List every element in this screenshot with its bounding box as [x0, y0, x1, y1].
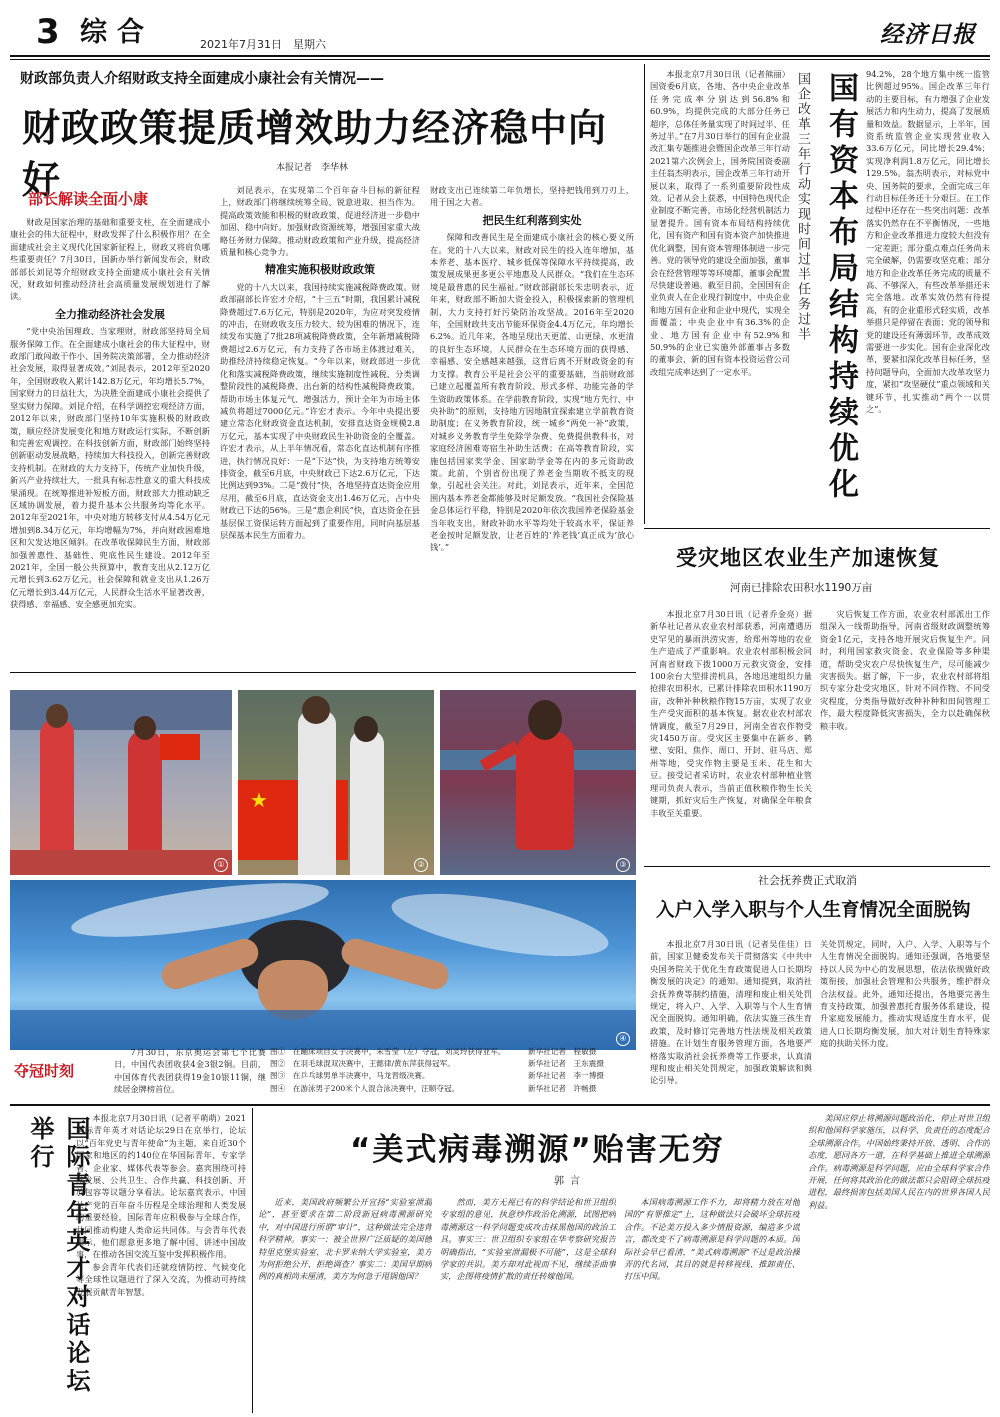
lead-column-2 [220, 184, 420, 666]
agri-col2-body: 灾后恢复工作方面，农业农村部派出工作组深入一线帮助指导，河南省级财政调整统筹资金1亿元，支持各地开展灾后恢复生产。同时，利用国家救灾资金、农业保险等多种渠道，帮助受灾农户尽快恢复生产，尽可能减少灾害损失。据了解，下一步，农业农村部将组织专家分赴受灾地区，针对不同作物、不同受灾程度，分类指导做好改种补种和田间管理工作，最大程度降低灾害损失，全力以赴确保秋粮丰收。 [820, 609, 990, 731]
masthead [0, 0, 1000, 72]
photo-swimming [10, 880, 636, 1050]
photo-table-tennis [440, 690, 636, 875]
commentary-col3: 本国病毒溯源工作不力，却将精力放在对他国的“有罪推定”上，这种做法只会破坏全球抗疫合作。不论美方投入多少情报资源、编造多少谎言，都改变不了病毒溯源是科学问题的本质。国际社会早已看清，“美式病毒溯源”不过是政治操弄的代名词，其目的就是转移视线、推卸责任、打压中国。 [624, 1197, 800, 1282]
agri-column-2 [820, 608, 990, 866]
fee-col1-body: 本报北京7月30日讯（记者吴佳佳）日前，国家卫健委发布关于贯彻落实《中共中央国务院关于优化生育政策促进人口长期均衡发展的决定》的通知。通知提到，取消社会抚养费等制约措施，清理和废止相关处罚规定，将入户、入学、入职等与个人生育情况全面脱钩。通知明确，依法实施三孩生育政策，及时修订完善地方性法规及相关政策措施。在计划生育服务管理方面，各地要严格落实取消社会抚养费等工作要求，认真清理和废止相关处罚规定，加强政策解读和舆论引导。 [650, 939, 812, 1086]
lead-column-1 [10, 216, 210, 666]
fee-headline: 入户入学入职与个人生育情况全面脱钩 [656, 900, 971, 921]
photo-captions [270, 1046, 520, 1095]
photo-credit: 新华社记者 许畅摄 [528, 1083, 597, 1093]
lead-col3-body: 保障和改善民生是全面建成小康社会的核心要义所在。党的十八大以来，财政对民生的投入连年增加，基本养老、基本医疗、城乡低保等保障水平持续提高，政策发展成果更多更公平地惠及人民群众。“我们在生态环境是最普惠的民生福祉。”财政部副部长朱忠明表示，近年来，财政部不断加大资金投入，积极探索新的管理机制，大力支持打好污染防治攻坚战。2016年至2020年，全国财政共支出节能环保资金4.4万亿元，年均增长6.2%。近几年来，各地呈现出天更蓝、山更绿、水更清的良好生态环境，人民群众在生态环境方面的获得感、幸福感、安全感越来越强，这背后离不开财政资金的有力支撑。教育公平是社会公平的重要基础，当前财政部已建立起覆盖所有教育阶段、形式多样、功能完备的学生资助政策体系。在学前教育阶段，实现“地方先行、中央补助”的原则，支持地方因地制宜探索建立学前教育资助制度；在义务教育阶段，统一城乡“两免一补”政策，对城乡义务教育学生免除学杂费、免费提供教科书，对家庭经济困难寄宿生补助生活费；在高等教育阶段，实施包括国家奖学金、国家助学金等在内的多元资助政策。此前，个别省份出现了养老金当期收不抵支的现象，引起社会关注。对此，刘昆表示，近年来，全国范围内基本养老金都能够及时足额发放。“我国社会保险基金总体运行平稳，特别是2020年依次我国养老保险基金当年收支出，财政补助水平等均处于较高水平，保证养老金按时足额发放，让老百姓的‘养老钱’真正成为‘放心钱’。” [430, 232, 634, 553]
photo-number-badge: ② [414, 858, 428, 872]
agri-col1-body: 本报北京7月30日讯（记者乔金亮）据新华社记者从农业农村部获悉，河南遭遇历史罕见的暴雨洪涝灾害，给郑州等地的农业生产造成了严重影响。农业农村部积极会同河南省财政下拨1000万元救灾资金，安排100余台大型排涝机具，各地迅速组织力量抢排农田积水，已累计排除农田积水1190万亩，改种补种秋粮作物15万亩，实现了农业生产受灾面积的基本恢复。据农业农村部农情调度，截至7月29日，河南全省农作物受灾1450万亩。受灾区主要集中在新乡、鹤壁、安阳、焦作、周口、开封、驻马店、郑州等地，受灾作物主要是玉米、花生和大豆。接受记者采访时，农业农村部种植业管理司负责人表示，当前正值秋粮作物生长关键期，抓好灾后生产恢复，对确保全年粮食丰收至关重要。 [650, 609, 812, 818]
commentary-column-2 [440, 1196, 616, 1412]
commentary-column-1 [258, 1196, 432, 1412]
photo-credit: 新华社记者 程敏摄 [528, 1047, 597, 1056]
commentary-col1: 近来，美国政府频繁公开宣扬“实验室泄漏论”，甚至要求在第二阶段新冠病毒溯源研究中，对中国进行所谓“审计”，这种做法完全违背科学精神。事实一：被全世界广泛质疑的美国德特里克堡实验室、北卡罗来纳大学实验室，美方为何拒绝公开、拒绝调查？事实二：美国早期病例的真相尚未厘清，美方为何急于甩锅他国？ [258, 1197, 432, 1282]
lead-col3-subhead: 把民生红利落到实处 [482, 213, 582, 227]
fee-col2-body: 关处罚规定，同时，入户、入学、入职等与个人生育情况全面脱钩。通知还强调，各地要坚持以人民为中心的发展思想，依法依规做好政策衔接，加强社会管理和公共服务，维护群众合法权益。此外，通知还提出，各地要完善生育支持政策，加强普惠托育服务体系建设，提升家庭发展能力，推动实现适度生育水平，促进人口长期均衡发展，加大对计划生育特殊家庭的扶助关怀力度。 [820, 939, 990, 1049]
fee-column-2 [820, 938, 990, 1100]
photo-feature-tag: 夺冠时刻 [14, 1062, 75, 1080]
newspaper-logo: 经济日报 [880, 21, 976, 48]
soe-col1-body: 本报北京7月30日讯（记者熊丽）国资委6月底，各地、各中央企业改革任务完成率分别达到56.8%和60.9%，均提供完成的大部分任务已超序，总体任务量实现了时间过半、任务过半。”在7月30日举行的国有企业混改汇集专题推进会暨国企改革三年行动2021第六次例会上，国务院国资委副主任翁杰明表示，国企改革三年行动开展以来，取得了一系列重要阶段性成效。记者从会上获悉，中国特色现代企业制度不断完善，市场化经营机制活力显著提升。国有资本布局结构持续优化，国有资产和国有资本资产加快推进优化调整，国有资本管理体制进一步完善。党的领导党的建设全面加强，董事会在经营管理等等环境都，董事会配置尽快建设普遍。截至目前，全国国有企业负责人在企业现行制度中，中央企业和地方国有企业和企业中现代，实现全面覆盖；中央企业中有36.3%的企业、地方国有企业中有52.9%和50.9%的企业已实施外部董事占多数的董事会，新的国有资本投资运营公司改组完成率达到了一定水平。 [650, 69, 790, 377]
page-number: 3 [36, 12, 60, 52]
photo-badminton: ★ ② [238, 690, 434, 875]
lead-col2-intro: 刘昆表示，在实现第二个百年奋斗目标的新征程上，财政部门将继续统筹全局、锐意进取、担当作为。提高政策效能和积极的财政政策，促进经济进一步稳中加固、稳中向好。加强财政资源统筹，增强国家重大战略任务财力保障。推动财政政策和产业升级，提高经济质量和核心竞争力。 [220, 185, 420, 258]
fee-top-rule [644, 866, 990, 867]
fee-column-1 [650, 938, 812, 1100]
photo-lead-text: 7月30日，东京奥运会第七个比赛日，中国代表团收获4金3银2铜。目前，中国体育代表团获得19金10银11铜，继续居金牌榜首位。 [114, 1047, 266, 1095]
youth-column [76, 1112, 246, 1412]
agri-column-1 [650, 608, 812, 866]
lead-col2-body: 党的十八大以来，我国持续实施减税降费政策。财政部副部长许宏才介绍，“十三五”时期，我国累计减税降费超过7.6万亿元，特别是2020年，为应对突发疫情的冲击，在财政收支压力较大、较为困难的情况下，连续发布实施了7批28项减税降费政策，全年新增减税降费超过2.6万亿元，有力支持了各市场主体渡过难关，助推经济持续稳定恢复。“今年以来，财政部进一步优化和落实减税降费政策，继续实施制度性减税、分类调整阶段性的减税降费、出台新的结构性减税降费政策，帮助市场主体复元气、增强活力，预计全年为市场主体减负将超过7000亿元。”许宏才表示。今年中央提出要建立常态化财政资金直达机制，安排直达资金规模2.8万亿元，基本实现了中央财政民生补助资金的全覆盖。许宏才表示，从上半年情况看，常态化直达机制有序推进，执行情况良好：一是“下达”快，为支持地方统筹安排资金，截至6月底，中央财政已下达2.6万亿元，下达比例达到93%。二是“拨付”快，各地坚持直达资金应用尽用，截至6月底，直达资金支出1.46万亿元，占中央财政已下达的56%。三是“惠企利民”快，直达资金在县基层保工资保运转方面起到了重要作用，同时向基层基层保基本民生方面着力。 [220, 281, 420, 540]
commentary-col2: 然而，美方无视已有的科学结论和世卫组织专家组的意见，执意炒作政治化溯源，试图把病毒溯源这一科学问题变成攻击抹黑他国的政治工具。事实三：世卫组织专家组在华考察研究报告明确指出，“实验室泄漏极不可能”，这是全球科学家的共识。美方却对此视而不见，继续歪曲事实，企图将疫情扩散的责任转嫁他国。 [440, 1197, 616, 1282]
masthead-rule [10, 55, 990, 57]
youth-body-2: 参会青年代表们还就疫情防控、气候变化等全球性议题进行了深入交流，为推动可持续发展贡献青年智慧。 [76, 1261, 246, 1297]
commentary-col4: 美国应停止将溯源问题政治化，停止对世卫组织和他国科学家施压，以科学、负责任的态度配合全球溯源合作。中国始终秉持开放、透明、合作的态度，愿同各方一道，在科学基础上推进全球溯源合作。病毒溯源是科学问题，应由全球科学家合作开展，任何将其政治化的做法都只会阻碍全球抗疫进程，最终损害包括美国人民在内的世界各国人民利益。 [808, 1113, 990, 1210]
photo-trampoline [10, 690, 232, 875]
photo-feature-lead [114, 1046, 266, 1100]
lead-column-3 [430, 184, 634, 666]
photo-number-badge: ③ [616, 858, 630, 872]
photo-credit: 新华社记者 李一博摄 [528, 1071, 604, 1081]
soe-column-1 [650, 68, 790, 528]
commentary-column-3 [624, 1196, 800, 1412]
lead-col1-intro: 财政是国家治理的基础和重要支柱，在全面建成小康社会的伟大征程中，财政发挥了什么积极作用？在全面建成社会主义现代化国家新征程上，财政又将肩负哪些重要责任？7月30日，国新办举行新闻发布会，财政部部长刘昆等介绍财政支持全面建成小康社会有关情况，财政如何推动经济社会高质量发展规划进行了解读。 [10, 217, 210, 302]
photo-caption: 图② 在羽毛球混双决赛中，王懿律/黄东萍获得冠军。 [270, 1059, 455, 1069]
commentary-headline: “美式病毒溯源”贻害无穷 [350, 1132, 725, 1168]
lead-col2-subhead: 精准实施积极财政政策 [265, 263, 375, 277]
lead-headline: 财政政策提质增效助力经济稳中向好 [22, 106, 608, 202]
soe-vertical-kicker: 国企改革三年行动实现时间过半任务过半 [795, 72, 810, 342]
commentary-left-rule [252, 1108, 253, 1413]
photo-top-rule [10, 672, 636, 673]
lead-kicker: 财政部负责人介绍财政支持全面建成小康社会有关情况—— [20, 71, 384, 87]
photo-number-badge: ④ [616, 1032, 630, 1046]
soe-left-rule [644, 64, 645, 524]
lead-tag: 部长解读全面小康 [28, 190, 149, 208]
commentary-column-4 [808, 1112, 990, 1412]
lead-byline: 本报记者 李华林 [276, 163, 349, 173]
lead-col1-subhead: 全力推动经济社会发展 [55, 307, 165, 321]
photo-caption: 图③ 在乒乓球男单半决赛中，马龙晋级决赛。 [270, 1071, 430, 1081]
fee-kicker: 社会抚养费正式取消 [758, 874, 857, 887]
masthead-rule-thin [10, 59, 990, 60]
agri-headline: 受灾地区农业生产加速恢复 [676, 546, 940, 570]
youth-body: 本报北京7月30日讯（记者平萌萌）2021国际青年英才对话论坛29日在京举行，论坛以“百年党史与青年使命”为主题，来自近30个国家和地区的约140位在华国际青年、专家学者、企业家、媒体代表等参会。嘉宾围绕可持续发展、公共卫生、合作共赢、科技创新、开放包容等议题分享看法。论坛嘉宾表示，中国共产党的百年奋斗历程是全球治理和人类发展的重要经验，国际青年应积极参与全球合作，共同推动构建人类命运共同体。与会青年代表表示，他们愿意更多地了解中国、讲述中国故事，在推动各国交流互鉴中发挥积极作用。 [76, 1113, 246, 1260]
lead-col1-body: “党中央治国理政、当家理财，财政部坚持局全局服务保障工作。在全面建成小康社会的伟大征程中，财政部门敢闯敢干作小、国务院决策部署，全力推动经济社会发展，取得显著成效。”刘昆表示，2012年至2020年，全国财政收入累计142.8万亿元，年均增长5.7%，国家财力的日益壮大，为决胜全面建成小康社会提供了坚实财力保障。刘昆介绍，在科学调控宏观经济方面，2012年以来，财政部门坚持10年实施积极的财政政策，顺应经济发展变化和地方财政运行实际，不断创新和完善宏观调控。在科技创新方面，财政部门始终坚持创新驱动发展战略，持续加大科技投入，创新完善财政支持机制。在财政的大力支持下，传统产业加快升级，新兴产业持续壮大，一批具有标志性意义的重大科技成果涌现。在统筹推进补短板方面，财政部大力推动缺乏区域协调发展，着力提升基本公共服务均等化水平。2012年至2021年，中央对地方转移支付从4.54万亿元增加到8.34万亿元，年均增幅为7%，并向财政困难地区和欠发达地区倾斜。在改革收保障民生方面，财政部加强普惠性、基础性、兜底性民生建设。2012年至2021年，全国一般公共预算中，教育支出从2.12万亿元增长到3.62万亿元，社会保障和就业支出从1.26万亿元增长到3.44万亿元，人民群众生活水平显著改善，获得感、幸福感、安全感更加充实。 [10, 326, 210, 610]
soe-col2-body: 94.2%，28个地方集中统一监管比例超过95%。国企改革三年行动的主要目标，有力增强了企业发展活力和内生动力，提高了发展质量和效益。数据显示，上半年，国资系统监管企业实现营业收入33.6万亿元，同比增长29.4%；实现净利润1.8万亿元，同比增长129.5%。翁杰明表示，对标党中央、国务院的要求，全面完成三年行动目标任务还十分艰巨。在工作过程中还存在一些突出问题：改革落实仍然存在不平衡情况，一些地方和企业改革推进力度较大但没有一定差距；部分重点难点任务尚未完全破解，仍需要攻坚克难；部分地方和企业改革任务完成的质量不高、不够深入，有些改革举措还未完全落地。改革实效仍然有待提高，有的企业重形式轻实质，改革举措只是停留在表面；党的领导和党的建设还有薄弱环节，改革成效需要进一步实化。国有企业深化改革，要紧扣深化改革目标任务，坚持问题导向，全面加大改革攻坚力度，紧扣“攻坚硬仗”重点领域和关键环节，扎实推动“两个一以贯之”。 [866, 69, 990, 414]
photo-credit: 新华社记者 王东震摄 [528, 1059, 604, 1069]
section-name: 综合 [80, 17, 154, 48]
photo-number-badge: ① [214, 858, 228, 872]
issue-date: 2021年7月31日 星期六 [200, 38, 326, 51]
youth-vertical-headline: 国际青年英才对话论坛举行 [26, 1116, 90, 1396]
soe-vertical-headline: 国有资本布局结构持续优化 [823, 72, 858, 504]
bottom-top-rule [10, 1104, 990, 1106]
soe-column-2 [866, 68, 990, 528]
agri-top-rule [644, 528, 990, 529]
lead-col3-tail: 财政支出已连续第二年负增长，坚持把钱用到刀刃上，用于国之大者。 [430, 185, 634, 208]
photo-caption: 图① 在蹦床项目女子决赛中，朱雪莹（左）夺冠，刘灵玲获得亚军。 [270, 1047, 506, 1056]
photo-caption: 图④ 在游泳男子200米个人混合泳决赛中，汪顺夺冠。 [270, 1083, 460, 1093]
agri-subhead: 河南已排除农田积水1190万亩 [730, 582, 873, 594]
commentary-author: 郭言 [554, 1176, 586, 1187]
photo-credits [528, 1046, 634, 1095]
